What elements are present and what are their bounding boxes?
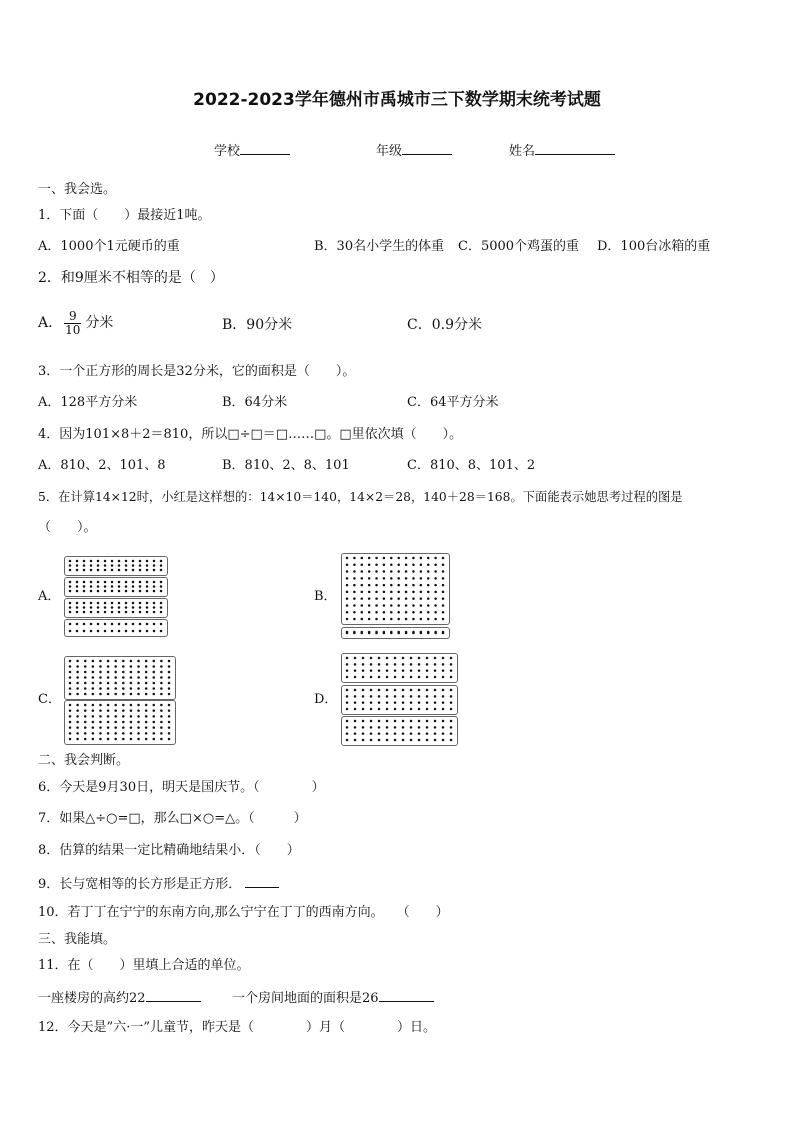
q11-item-1 xyxy=(38,989,201,1007)
q9-row xyxy=(38,875,279,893)
name-label: 姓名 xyxy=(509,144,536,159)
q9-text: 9．长与宽相等的长方形是正方形． xyxy=(38,877,242,892)
section-1-heading: 一、我会选。 xyxy=(38,182,117,197)
dot-array-block xyxy=(341,653,458,683)
dot-array-block xyxy=(341,716,458,746)
q3-option-a[interactable]: A．128平方分米 xyxy=(38,395,138,410)
q7-text: 7．如果△÷○=□，那么□×○=△。（ ） xyxy=(38,811,307,826)
dot-array-block xyxy=(341,685,458,715)
q12-text: 12．今天是”六·一”儿童节，昨天是（ ）月（ ）日。 xyxy=(38,1020,436,1035)
q11-item-1-text: 一座楼房的高约22 xyxy=(38,991,146,1006)
name-field[interactable] xyxy=(509,142,615,160)
q9-answer-blank[interactable] xyxy=(245,875,279,888)
q10-text: 10．若丁丁在宁宁的东南方向,那么宁宁在丁丁的西南方向。 （ ） xyxy=(38,905,449,920)
dot-array-block xyxy=(341,553,450,625)
grade-label: 年级 xyxy=(376,144,403,159)
section-2-heading: 二、我会判断。 xyxy=(38,753,130,768)
q5-stem-line2: （ ）。 xyxy=(38,520,97,535)
q2-option-a[interactable] xyxy=(38,306,113,340)
q5-option-a-label[interactable]: A． xyxy=(38,589,61,604)
q11-item-2-text: 一个房间地面的面积是26 xyxy=(232,991,379,1006)
dot-array-block xyxy=(64,619,168,637)
q5-option-d-label[interactable]: D． xyxy=(314,692,338,707)
dot-array-block xyxy=(341,627,450,639)
page-title: 2022-2023学年德州市禹城市三下数学期末统考试题 xyxy=(193,90,601,110)
dot-array-block xyxy=(64,656,176,700)
q8-text: 8．估算的结果一定比精确地结果小．（ ） xyxy=(38,843,300,858)
q2-option-c[interactable]: C．0.9分米 xyxy=(407,317,482,333)
fraction xyxy=(64,310,81,337)
q1-stem: 1．下面（ ）最接近1吨。 xyxy=(38,208,211,223)
q5-option-b-label[interactable]: B． xyxy=(314,589,337,604)
q11-item-2 xyxy=(232,989,434,1007)
q4-stem: 4．因为101×8＋2＝810，所以□÷□＝□……□。□里依次填（ ）。 xyxy=(38,427,463,442)
q1-option-a[interactable]: A．1000个1元硬币的重 xyxy=(38,239,180,254)
name-blank[interactable] xyxy=(535,142,615,155)
fraction-numerator: 9 xyxy=(64,310,81,324)
q5-stem-line1: 5．在计算14×12时，小红是这样想的：14×10＝140，14×2＝28，140＋28＝168。下面能表示她思考过程的图是 xyxy=(38,490,683,504)
school-label: 学校 xyxy=(214,144,241,159)
school-blank[interactable] xyxy=(240,142,290,155)
q3-option-b[interactable]: B．64分米 xyxy=(222,395,288,410)
q4-option-a[interactable]: A．810、2、101、8 xyxy=(38,458,166,473)
q1-option-c[interactable]: C．5000个鸡蛋的重 xyxy=(458,239,580,254)
q2-a-label: A． xyxy=(38,315,63,331)
q11-item-2-blank[interactable] xyxy=(379,989,434,1002)
section-3-heading: 三、我能填。 xyxy=(38,932,117,947)
dot-array-block xyxy=(64,598,168,618)
dot-array-block xyxy=(64,577,168,597)
q1-option-b[interactable]: B．30名小学生的体重 xyxy=(314,239,445,254)
grade-blank[interactable] xyxy=(402,142,452,155)
fraction-denominator: 10 xyxy=(65,322,81,337)
q4-option-c[interactable]: C．810、8、101、2 xyxy=(407,458,536,473)
dot-array-block xyxy=(64,700,176,745)
q11-item-1-blank[interactable] xyxy=(146,989,201,1002)
q2-stem: 2．和9厘米不相等的是（ ） xyxy=(38,270,224,286)
grade-field[interactable] xyxy=(376,142,452,160)
q3-stem: 3．一个正方形的周长是32分米，它的面积是（ ）。 xyxy=(38,364,356,379)
q4-option-b[interactable]: B．810、2、8、101 xyxy=(222,458,350,473)
q2-a-unit: 分米 xyxy=(85,315,114,331)
q11-stem: 11．在（ ）里填上合适的单位。 xyxy=(38,958,250,973)
q2-option-b[interactable]: B．90分米 xyxy=(222,317,293,333)
q1-option-d[interactable]: D．100台冰箱的重 xyxy=(597,239,711,254)
q3-option-c[interactable]: C．64平方分米 xyxy=(407,395,499,410)
q5-option-c-label[interactable]: C． xyxy=(38,692,61,707)
school-field[interactable] xyxy=(214,142,290,160)
q6-text: 6．今天是9月30日，明天是国庆节。（ ） xyxy=(38,780,325,795)
dot-array-block xyxy=(64,556,168,576)
